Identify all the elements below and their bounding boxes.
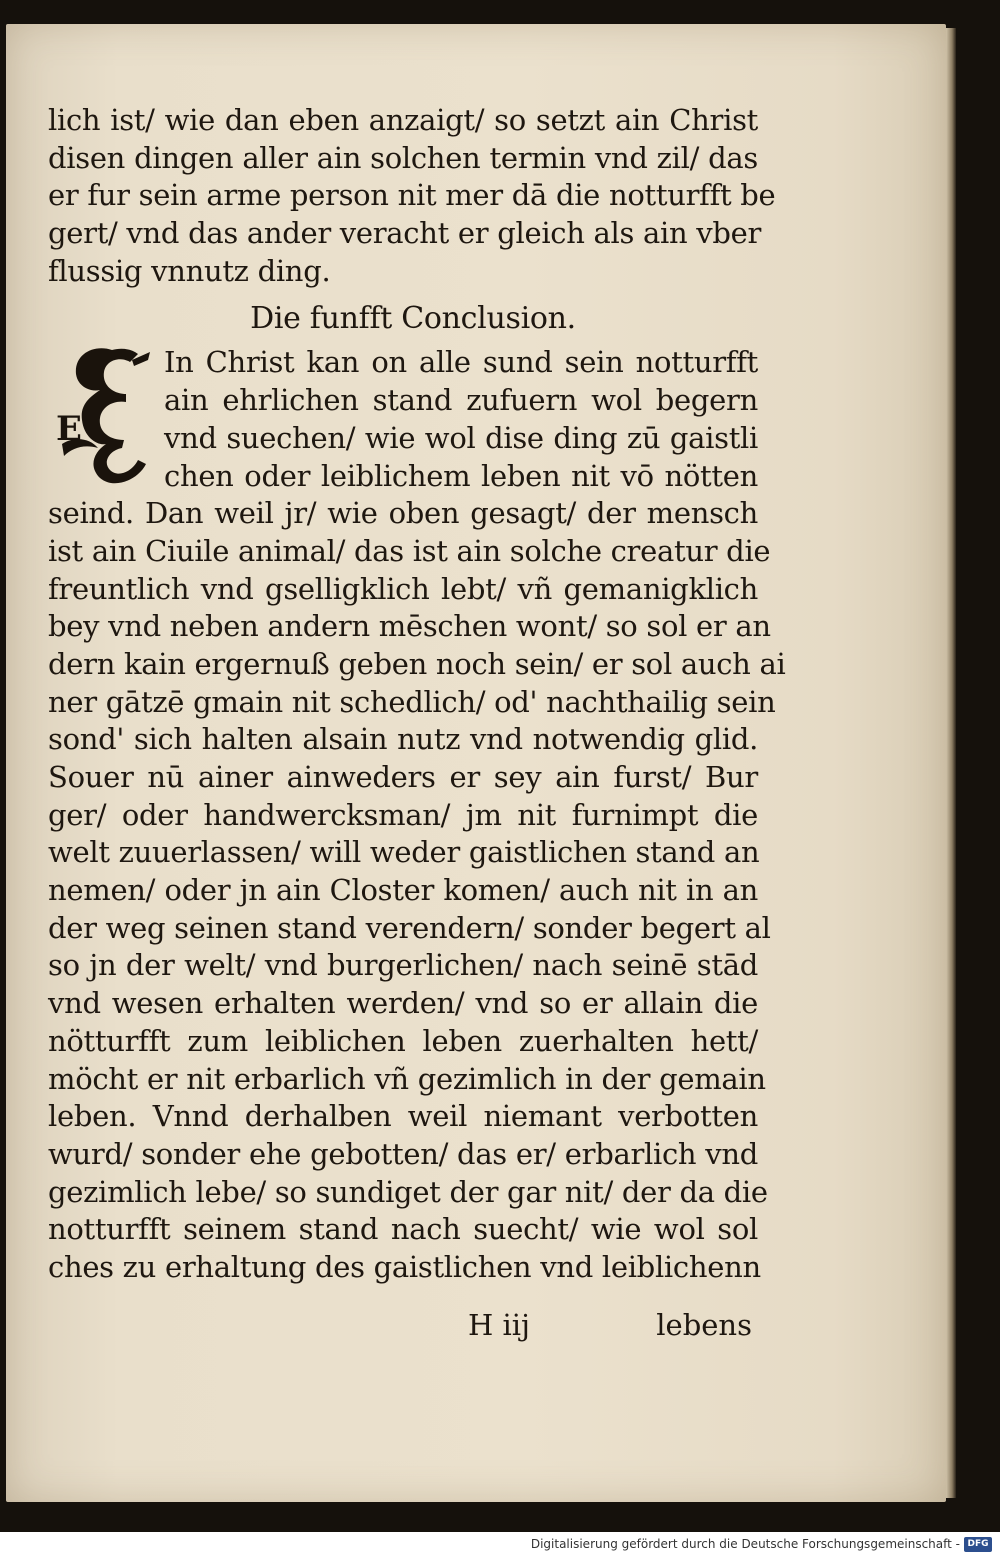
text-line: sond' sich halten alsain nutz vnd notwendig glid. [48,722,758,757]
text-line: nemen/ oder jn ain Closter komen/ auch nit in an [48,873,758,908]
text-line: ner gātzē gmain nit schedlich/ od' nachthailig sein [48,684,776,719]
decorated-initial-icon [54,340,154,488]
text-line: freuntlich vnd gselligklich lebt/ vñ gemanigklich [48,571,758,606]
page-foot [468,1308,758,1348]
dfg-logo-icon: DFG [964,1537,992,1552]
digitization-footer [0,1532,1000,1558]
initial-letter: E [56,409,82,450]
text-line: vnd suechen/ wie wol dise ding zū gaistli [164,420,758,455]
text-line: Souer nū ainer ainweders er sey ain furst/ Bur [48,760,758,794]
funding-credit: Digitalisierung gefördert durch die Deutsche Forschungsgemeinschaft - [530,1537,960,1551]
initial-paragraph [48,344,758,495]
text-line: der weg seinen stand verendern/ sonder begert al [48,910,771,945]
text-line: vnd wesen erhalten werden/ vnd so er allain die [48,986,758,1021]
text-line: ist ain Ciuile animal/ das ist ain solche creatur die [48,533,771,568]
text-line: disen dingen aller ain solchen termin vnd zil/ das [48,140,758,175]
text-line: er fur sein arme person nit mer dā die notturfft be [48,178,776,213]
text-line: chen oder leiblichem leben nit vō nötten [164,458,758,493]
catchword: lebens [656,1308,752,1342]
text-line: ger/ oder handwercksman/ jm nit furnimpt die [48,797,758,832]
section-heading: Die funfft Conclusion. [250,301,576,337]
text-line: lich ist/ wie dan eben anzaigt/ so setzt ain Christ [48,103,758,137]
text-line: ain ehrlichen stand zufuern wol begern [164,383,758,418]
text-line: seind. Dan weil jr/ wie oben gesagt/ der mensch [48,496,758,531]
page-edge [946,28,956,1498]
text-line: dern kain ergernuß geben noch sein/ er sol auch ai [48,646,786,681]
signature-mark: H iij [468,1308,531,1342]
text-line: gezimlich lebe/ so sundiget der gar nit/ der da die [48,1174,768,1209]
text-line: In Christ kan on alle sund sein notturfft [164,345,758,380]
text-line: nötturfft zum leiblichen leben zuerhalten hett/ [48,1023,758,1058]
text-line: wurd/ sonder ehe gebotten/ das er/ erbarlich vnd [48,1136,758,1171]
text-line: leben. Vnnd derhalben weil niemant verbotten [48,1099,758,1134]
text-line: notturfft seinem stand nach suecht/ wie wol sol [48,1212,758,1247]
text-line: ches zu erhaltung des gaistlichen vnd leiblichenn [48,1249,761,1284]
text-line: flussig vnnutz ding. [48,253,331,288]
text-line: so jn der welt/ vnd burgerlichen/ nach seinē stād [48,948,758,983]
text-line: gert/ vnd das ander veracht er gleich als ain vber [48,216,762,251]
page-text [48,102,786,1287]
text-line: möcht er nit erbarlich vñ gezimlich in der gemain [48,1061,766,1096]
text-line: welt zuuerlassen/ will weder gaistlichen stand an [48,835,760,870]
text-line: bey vnd neben andern mēschen wont/ so sol er an [48,609,771,644]
